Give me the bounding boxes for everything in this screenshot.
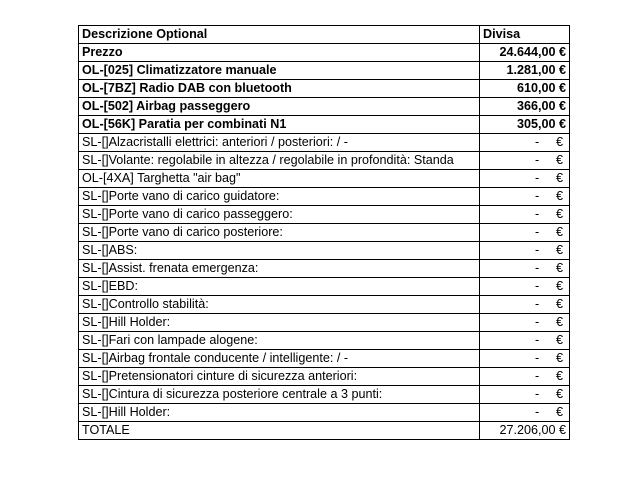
standard-item-label: SL-[]Controllo stabilità: — [79, 296, 480, 314]
standard-item-label: SL-[]Alzacristalli elettrici: anteriori / posteriori: / - — [79, 134, 480, 152]
standard-item-value-wrap — [480, 296, 569, 313]
standard-item-dash: - — [535, 405, 540, 419]
standard-item-label: SL-[]Pretensionatori cinture di sicurezza anteriori: — [79, 368, 480, 386]
option-label: OL-[7BZ] Radio DAB con bluetooth — [79, 80, 480, 98]
standard-item-value-wrap — [480, 332, 569, 349]
standard-item-row — [79, 350, 570, 368]
standard-item-dash: - — [535, 315, 540, 329]
option-row — [79, 116, 570, 134]
standard-item-row — [79, 368, 570, 386]
standard-item-value — [480, 134, 570, 152]
standard-item-value-wrap — [480, 368, 569, 385]
price-label: Prezzo — [79, 44, 480, 62]
standard-item-row — [79, 242, 570, 260]
price-row — [79, 44, 570, 62]
standard-item-row — [79, 260, 570, 278]
standard-item-row — [79, 134, 570, 152]
standard-item-value — [480, 296, 570, 314]
standard-item-row — [79, 314, 570, 332]
standard-item-label: SL-[]Porte vano di carico guidatore: — [79, 188, 480, 206]
standard-item-value-wrap — [480, 152, 569, 169]
standard-item-currency: € — [555, 369, 563, 383]
total-value: 27.206,00 € — [480, 422, 570, 440]
standard-item-label: SL-[]ABS: — [79, 242, 480, 260]
standard-item-dash: - — [535, 225, 540, 239]
standard-item-value — [480, 260, 570, 278]
standard-item-label: SL-[]Airbag frontale conducente / intelligente: / - — [79, 350, 480, 368]
standard-item-value-wrap — [480, 260, 569, 277]
standard-item-dash: - — [535, 153, 540, 167]
standard-item-currency: € — [555, 225, 563, 239]
standard-item-currency: € — [555, 171, 563, 185]
standard-item-row — [79, 404, 570, 422]
standard-item-row — [79, 188, 570, 206]
standard-item-dash: - — [535, 369, 540, 383]
standard-item-currency: € — [555, 333, 563, 347]
option-label: OL-[56K] Paratia per combinati N1 — [79, 116, 480, 134]
standard-item-currency: € — [555, 243, 563, 257]
standard-item-dash: - — [535, 207, 540, 221]
standard-item-value — [480, 350, 570, 368]
standard-item-value — [480, 404, 570, 422]
standard-item-dash: - — [535, 189, 540, 203]
option-value: 305,00 € — [480, 116, 570, 134]
standard-item-dash: - — [535, 135, 540, 149]
standard-item-value — [480, 188, 570, 206]
standard-item-dash: - — [535, 387, 540, 401]
standard-item-dash: - — [535, 333, 540, 347]
standard-item-value-wrap — [480, 242, 569, 259]
standard-item-label: SL-[]Assist. frenata emergenza: — [79, 260, 480, 278]
standard-item-currency: € — [555, 315, 563, 329]
standard-item-dash: - — [535, 279, 540, 293]
standard-item-label: SL-[]Porte vano di carico passeggero: — [79, 206, 480, 224]
table-body — [79, 26, 570, 440]
standard-item-row — [79, 206, 570, 224]
standard-item-value-wrap — [480, 314, 569, 331]
standard-item-value — [480, 224, 570, 242]
standard-item-label: OL-[4XA] Targhetta "air bag" — [79, 170, 480, 188]
standard-item-label: SL-[]Hill Holder: — [79, 314, 480, 332]
standard-item-currency: € — [555, 207, 563, 221]
standard-item-dash: - — [535, 171, 540, 185]
standard-item-dash: - — [535, 297, 540, 311]
standard-item-label: SL-[]Hill Holder: — [79, 404, 480, 422]
standard-item-currency: € — [555, 387, 563, 401]
standard-item-currency: € — [555, 405, 563, 419]
standard-item-value-wrap — [480, 224, 569, 241]
option-value: 1.281,00 € — [480, 62, 570, 80]
standard-item-dash: - — [535, 261, 540, 275]
standard-item-row — [79, 386, 570, 404]
standard-item-row — [79, 332, 570, 350]
standard-item-row — [79, 224, 570, 242]
option-row — [79, 98, 570, 116]
option-row — [79, 80, 570, 98]
standard-item-value — [480, 206, 570, 224]
standard-item-row — [79, 152, 570, 170]
standard-item-currency: € — [555, 153, 563, 167]
total-label: TOTALE — [79, 422, 480, 440]
standard-item-label: SL-[]Volante: regolabile in altezza / regolabile in profondità: Standa — [79, 152, 480, 170]
standard-item-value-wrap — [480, 188, 569, 205]
standard-item-value-wrap — [480, 206, 569, 223]
header-currency: Divisa — [480, 26, 570, 44]
option-label: OL-[502] Airbag passeggero — [79, 98, 480, 116]
option-label: OL-[025] Climatizzatore manuale — [79, 62, 480, 80]
standard-item-label: SL-[]Fari con lampade alogene: — [79, 332, 480, 350]
standard-item-value-wrap — [480, 386, 569, 403]
header-description: Descrizione Optional — [79, 26, 480, 44]
standard-item-dash: - — [535, 351, 540, 365]
standard-item-value-wrap — [480, 404, 569, 421]
standard-item-value — [480, 386, 570, 404]
standard-item-value — [480, 152, 570, 170]
standard-item-value — [480, 278, 570, 296]
standard-item-currency: € — [555, 351, 563, 365]
standard-item-row — [79, 296, 570, 314]
standard-item-value — [480, 314, 570, 332]
standard-item-label: SL-[]EBD: — [79, 278, 480, 296]
header-row — [79, 26, 570, 44]
standard-item-currency: € — [555, 297, 563, 311]
option-value: 366,00 € — [480, 98, 570, 116]
standard-item-value — [480, 242, 570, 260]
standard-item-value-wrap — [480, 278, 569, 295]
standard-item-currency: € — [555, 189, 563, 203]
total-row — [79, 422, 570, 440]
standard-item-value-wrap — [480, 170, 569, 187]
standard-item-currency: € — [555, 279, 563, 293]
standard-item-currency: € — [555, 261, 563, 275]
standard-item-value — [480, 332, 570, 350]
option-row — [79, 62, 570, 80]
option-value: 610,00 € — [480, 80, 570, 98]
standard-item-currency: € — [555, 135, 563, 149]
standard-item-value-wrap — [480, 134, 569, 151]
standard-item-dash: - — [535, 243, 540, 257]
standard-item-label: SL-[]Cintura di sicurezza posteriore centrale a 3 punti: — [79, 386, 480, 404]
standard-item-row — [79, 170, 570, 188]
optional-table — [78, 25, 570, 440]
standard-item-value — [480, 368, 570, 386]
standard-item-row — [79, 278, 570, 296]
standard-item-label: SL-[]Porte vano di carico posteriore: — [79, 224, 480, 242]
price-value: 24.644,00 € — [480, 44, 570, 62]
standard-item-value-wrap — [480, 350, 569, 367]
standard-item-value — [480, 170, 570, 188]
